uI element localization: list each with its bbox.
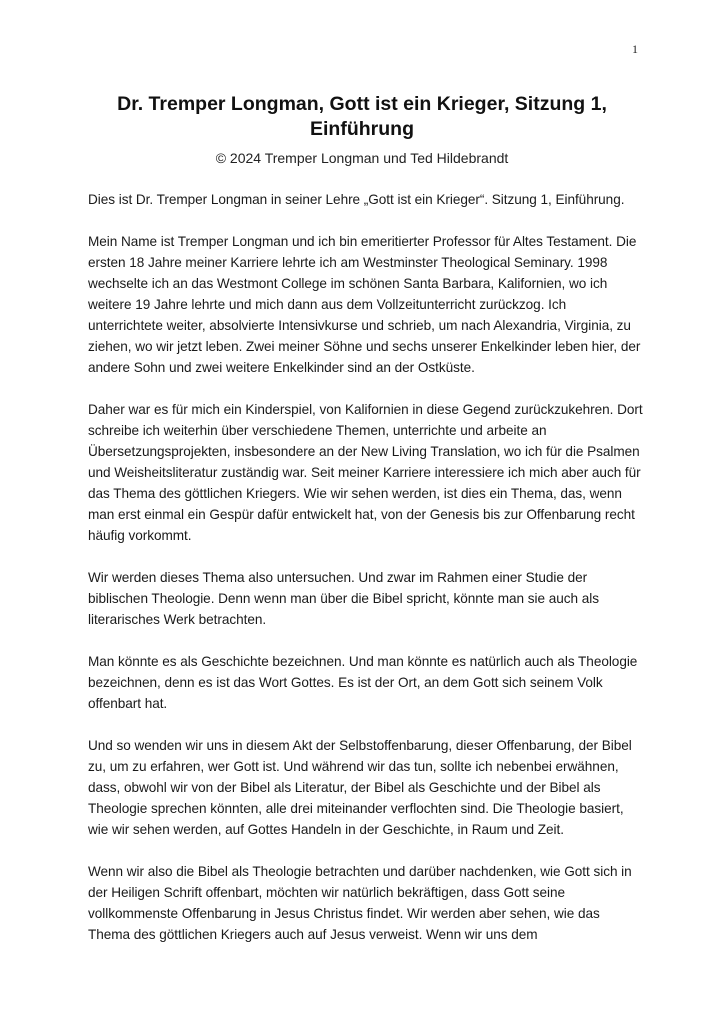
- paragraph-biography: Mein Name ist Tremper Longman und ich bin emeritierter Professor für Altes Testament. Die ersten 18 Jahre meiner Karriere lehrte ich am Westminster Theological Seminary. 1998 wechselte ich an das Westmont College im schönen Santa Barbara, Kalifornien, wo ich weitere 19 Jahre lehrte und mich dann aus dem Vollzeitunterricht zurückzog. Ich unterrichtete weiter, absolvierte Intensivkurse und schrieb, um nach Alexandria, Virginia, zu ziehen, wo wir jetzt leben. Zwei meiner Söhne und sechs unserer Enkelkinder leben hier, der andere Sohn und zwei weitere Enkelkinder sind an der Ostküste.: [88, 234, 641, 375]
- page-number: 1: [632, 42, 638, 56]
- copyright-line: © 2024 Tremper Longman und Ted Hildebrandt: [215, 150, 509, 166]
- paragraph-intro: Dies ist Dr. Tremper Longman in seiner Lehre „Gott ist ein Krieger“. Sitzung 1, Einführung.: [88, 192, 625, 207]
- paragraph-history: Man könnte es als Geschichte bezeichnen. Und man könnte es natürlich auch als Theologie bezeichnen, denn es ist das Wort Gottes. Es ist der Ort, an dem Gott sich seinem Volk offenbart hat.: [88, 654, 638, 711]
- paragraph-theme: Wir werden dieses Thema also untersuchen. Und zwar im Rahmen einer Studie der biblischen Theologie. Denn wenn man über die Bibel spricht, könnte man sie auch als literarisches Werk betrachten.: [88, 570, 599, 627]
- paragraph-work: Daher war es für mich ein Kinderspiel, von Kalifornien in diese Gegend zurückzukehren. Dort schreibe ich weiterhin über verschiedene Themen, unterrichte und arbeite an Übersetzungsprojekten, insbesondere an der New Living Translation, wo ich für die Psalmen und Weisheitsliteratur zuständig war. Seit meiner Karriere interessiere ich mich aber auch für das Thema des göttlichen Kriegers. Wie wir sehen werden, ist dies ein Thema, das, wenn man erst einmal ein Gespür dafür entwickelt hat, von der Genesis bis zur Offenbarung recht häufig vorkommt.: [88, 402, 643, 543]
- paragraph-jesus: Wenn wir also die Bibel als Theologie betrachten und darüber nachdenken, wie Gott sich in der Heiligen Schrift offenbart, möchten wir natürlich bekräftigen, dass Gott seine vollkommenste Offenbarung in Jesus Christus findet. Wir werden aber sehen, wie das Thema des göttlichen Kriegers auch auf Jesus verweist. Wenn wir uns dem: [88, 864, 632, 942]
- body-text: [88, 189, 644, 966]
- paragraph-revelation: Und so wenden wir uns in diesem Akt der Selbstoffenbarung, dieser Offenbarung, der Bibel zu, um zu erfahren, wer Gott ist. Und während wir das tun, sollte ich nebenbei erwähnen, dass, obwohl wir von der Bibel als Literatur, der Bibel als Geschichte und der Bibel als Theologie sprechen könnten, alle drei miteinander verflochten sind. Die Theologie basiert, wie wir sehen werden, auf Gottes Handeln in der Geschichte, in Raum und Zeit.: [88, 738, 632, 837]
- document-title: Dr. Tremper Longman, Gott ist ein Krieger, Sitzung 1, Einführung: [117, 93, 607, 140]
